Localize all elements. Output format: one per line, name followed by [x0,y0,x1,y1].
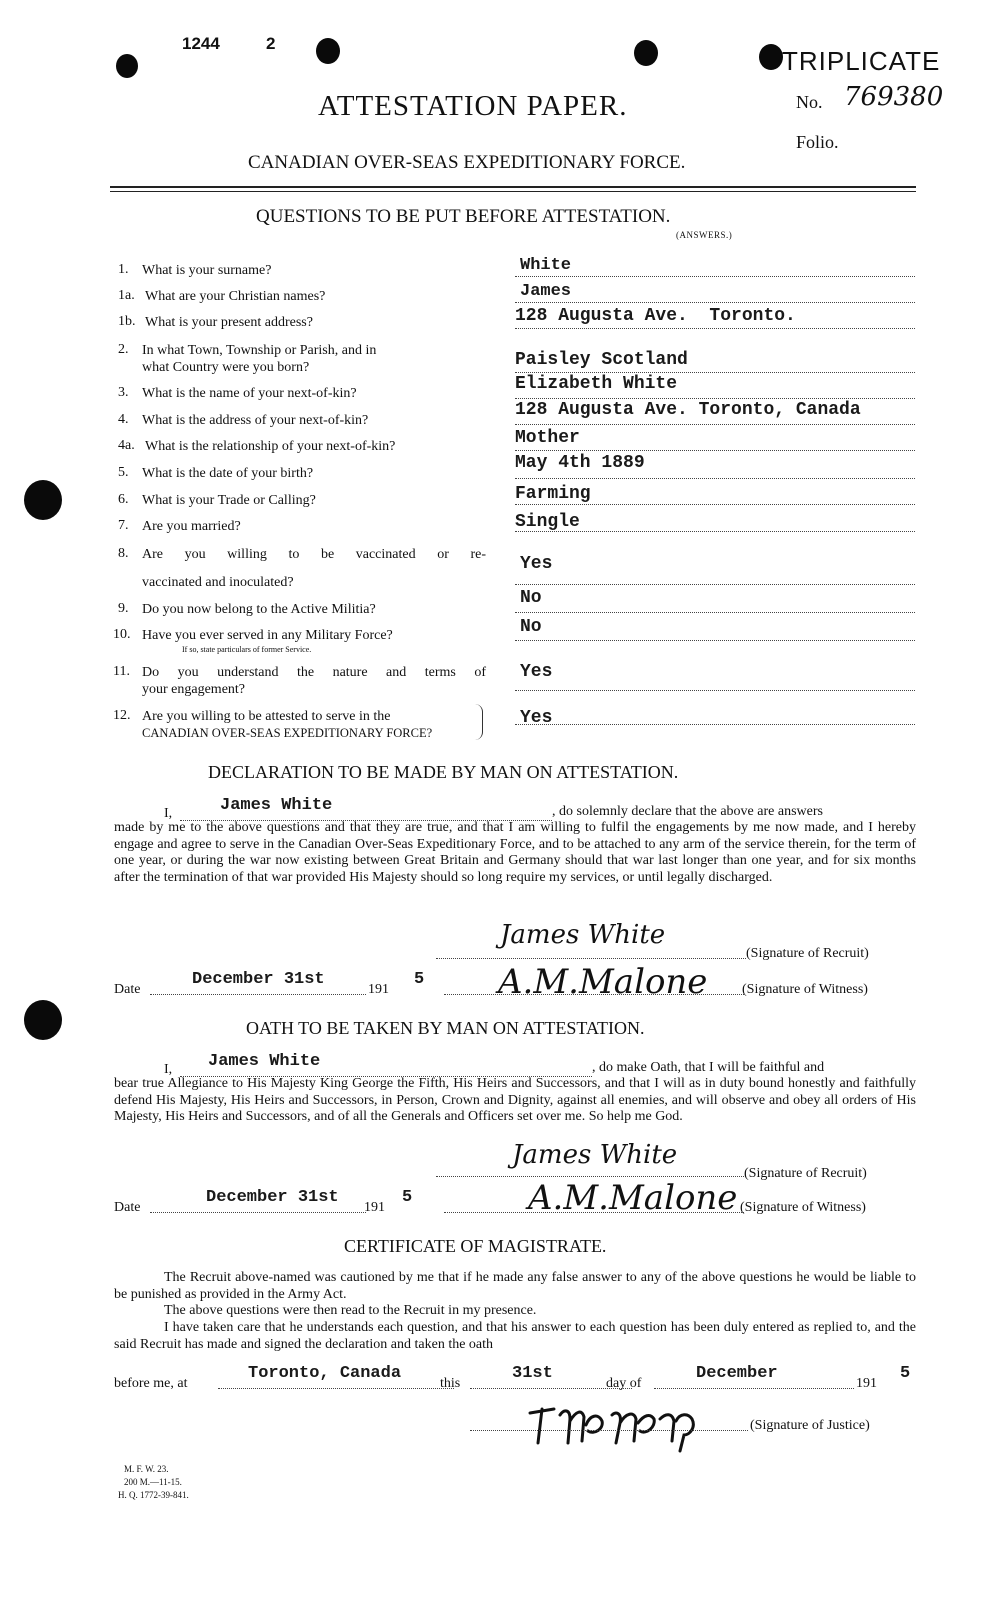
answer-line [515,424,915,425]
answer-vaccinated: Yes [520,554,553,574]
declaration-text-start: , do solemnly declare that the above are answers [552,804,823,819]
answer-line [515,302,915,303]
regimental-number: 769380 [844,82,944,112]
oath-text-start: , do make Oath, that I will be faithful and [592,1060,825,1075]
header-divider [110,191,916,192]
question-number: 6. [118,492,129,507]
question-text: What is your present address? [145,315,313,330]
answer-line [515,690,915,691]
question-number: 3. [118,385,129,400]
recruit-signature-label: (Signature of Recruit) [746,946,869,961]
answer-line [515,276,915,277]
print-code: 200 M.—11-15. [124,1477,182,1487]
answer-address: 128 Augusta Ave. Toronto. [515,306,796,326]
question-number: 1a. [118,288,135,303]
certificate-month: December [696,1364,778,1383]
no-label: No. [796,92,823,112]
question-text: Are you willing to be vaccinated or re- [142,547,486,562]
year-prefix: 191 [364,1200,385,1215]
force-name: CANADIAN OVER-SEAS EXPEDITIONARY FORCE. [248,152,686,173]
punch-hole [759,44,783,70]
question-text: Are you willing to be attested to serve in the [142,709,391,724]
witness-signature-label: (Signature of Witness) [740,1200,866,1215]
date-line [150,994,366,995]
question-number: 1b. [118,314,136,329]
answer-next-of-kin: Elizabeth White [515,374,678,394]
date-label: Date [114,1200,141,1215]
answer-married: Single [515,512,580,532]
folio-label: Folio. [796,132,839,152]
form-code: M. F. W. 23. [124,1464,169,1474]
justice-signature [520,1385,740,1455]
question-number: 5. [118,465,129,480]
certificate-heading: CERTIFICATE OF MAGISTRATE. [344,1236,607,1256]
page-title: ATTESTATION PAPER. [318,90,628,122]
question-text-cont: what Country were you born? [142,360,310,375]
question-number: 10. [113,627,131,642]
answer-line [515,398,915,399]
declaration-name: James White [220,796,333,815]
question-number: 4. [118,412,129,427]
certificate-para-1: The Recruit above-named was cautioned by me that if he made any false answer to any of the above questions he would be liable to be punished as provided in the Army Act. [114,1270,916,1302]
question-text: What is the address of your next-of-kin? [142,413,369,428]
certificate-place: Toronto, Canada [248,1364,402,1383]
answers-label: (ANSWERS.) [676,230,733,240]
question-note: If so, state particulars of former Service. [182,645,312,654]
punch-hole [116,54,138,78]
punch-hole [24,1000,62,1040]
question-text: What is your Trade or Calling? [142,493,316,508]
oath-prefix: I, [164,1062,173,1077]
question-text: What is the date of your birth? [142,466,314,481]
serial-number-suffix: 2 [266,34,276,53]
declaration-date: December 31st [192,970,325,989]
answer-birth-date: May 4th 1889 [515,453,645,473]
answer-line [515,724,915,725]
answer-willing-attest: Yes [520,708,553,728]
question-text-cont: CANADIAN OVER-SEAS EXPEDITIONARY FORCE? [142,726,433,740]
answer-line [515,478,915,479]
witness-signature: A.M.Malone [498,962,708,1002]
year-suffix: 5 [402,1188,413,1207]
certificate-para-3: I have taken care that he understands each question, and that his answer to each question has been duly entered as replied to, and the said Recruit has made and signed the declaration and taken the oath [114,1320,916,1352]
answer-line [515,328,915,329]
punch-hole [24,480,62,520]
punch-hole [634,40,658,66]
question-number: 7. [118,518,129,533]
questions-heading: QUESTIONS TO BE PUT BEFORE ATTESTATION. [256,206,671,227]
declaration-body: made by me to the above questions and that they are true, and that I am willing to fulfil the engagements by me now made, and I hereby engage and agree to serve in the Canadian Over-Seas Expeditionary Force, and to be attached to any arm of the service therein, for the term of one year, or during the war now existing between Great Britain and Germany should that war last longer than one year, and for six months after the termination of that war provided His Majesty should so long require my services, or until legally discharged. [114,820,916,885]
answer-line [515,612,915,613]
question-text: What is your surname? [142,263,272,278]
question-number: 12. [113,708,131,723]
answer-line [515,584,915,585]
year-suffix: 5 [414,970,425,989]
recruit-signature-line [436,958,746,959]
answer-military-service: No [520,617,542,637]
answer-surname: White [520,256,572,275]
question-number: 9. [118,601,129,616]
date-line [150,1212,366,1213]
witness-signature-label: (Signature of Witness) [742,982,868,997]
recruit-signature-line [436,1176,746,1177]
certificate-para-2: The above questions were then read to the Recruit in my presence. [164,1303,537,1318]
answer-understand-terms: Yes [520,662,553,682]
answer-line [515,372,915,373]
recruit-signature: James White [500,920,666,950]
question-text: Do you now belong to the Active Militia? [142,602,376,617]
header-divider [110,186,916,188]
oath-heading: OATH TO BE TAKEN BY MAN ON ATTESTATION. [246,1018,645,1038]
answer-line [515,450,915,451]
answer-kin-address: 128 Augusta Ave. Toronto, Canada [515,400,861,420]
question-number: 2. [118,342,129,357]
oath-date: December 31st [206,1188,339,1207]
answer-trade: Farming [515,484,591,504]
question-text: What is the relationship of your next-of-kin? [145,439,396,454]
question-number: 1. [118,262,129,277]
declaration-heading: DECLARATION TO BE MADE BY MAN ON ATTESTATION. [208,762,679,782]
day-of-label: day of [606,1376,642,1391]
question-text-cont: vaccinated and inoculated? [142,575,294,590]
question-text: Do you understand the nature and terms of [142,665,486,680]
answer-christian-names: James [520,282,572,301]
this-label: this [440,1376,461,1391]
question-number: 11. [113,664,130,679]
question-number: 4a. [118,438,135,453]
question-text-cont: your engagement? [142,682,246,697]
answer-birthplace: Paisley Scotland [515,350,688,370]
question-text: In what Town, Township or Parish, and in [142,343,377,358]
year-suffix: 5 [900,1364,911,1383]
question-text: What are your Christian names? [145,289,326,304]
justice-signature-label: (Signature of Justice) [750,1418,870,1433]
justice-signature-line [470,1430,748,1431]
witness-signature: A.M.Malone [528,1178,738,1218]
declaration-prefix: I, [164,806,173,821]
question-text: Have you ever served in any Military Force? [142,628,393,643]
date-label: Date [114,982,141,997]
question-number: 8. [118,546,129,561]
punch-hole [316,38,340,64]
question-text: What is the name of your next-of-kin? [142,386,357,401]
answer-kin-relationship: Mother [515,428,580,448]
recruit-signature-label: (Signature of Recruit) [744,1166,867,1181]
recruit-signature: James White [512,1140,678,1170]
answer-line [515,504,915,505]
answer-line [515,640,915,641]
year-prefix: 191 [368,982,389,997]
bracket [474,704,483,740]
year-prefix: 191 [856,1376,877,1391]
question-text: Are you married? [142,519,241,534]
place-line [218,1388,454,1389]
answer-militia: No [520,588,542,608]
copy-label: TRIPLICATE [782,46,941,76]
oath-body: bear true Allegiance to His Majesty King George the Fifth, His Heirs and Successors, and that I will as in duty bound honestly and faithfully defend His Majesty, His Heirs and Successors, in Person, Crown and Dignity, against all enemies, and will observe and obey all orders of His Majesty, His Heirs and Successors, and of all the Generals and Officers set over me. So help me God. [114,1076,916,1124]
oath-name: James White [208,1052,321,1071]
hq-code: H. Q. 1772-39-841. [118,1490,189,1500]
before-me-label: before me, at [114,1376,188,1391]
serial-number: 1244 [182,34,220,53]
certificate-day: 31st [512,1364,553,1383]
